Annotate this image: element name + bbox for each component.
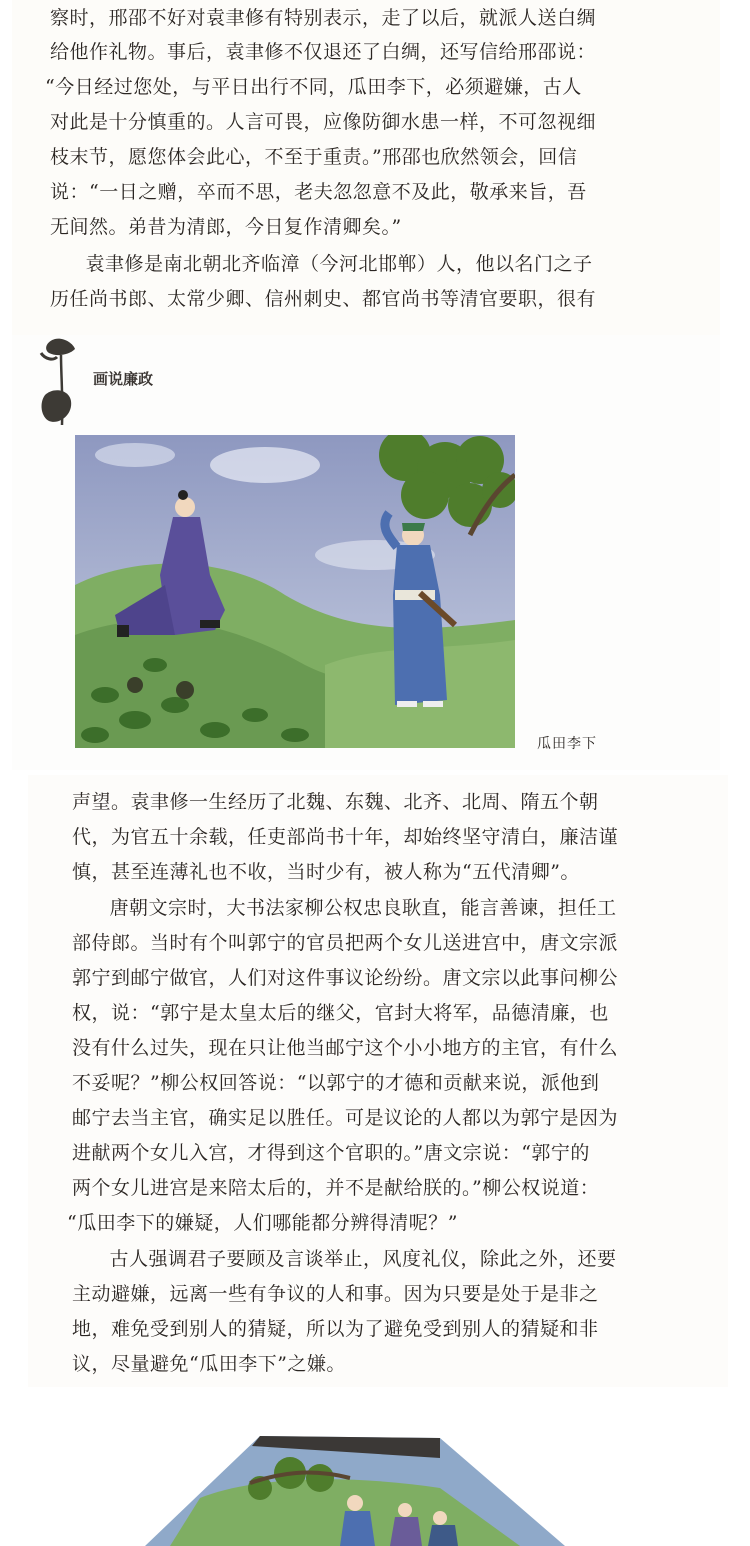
bottom-text-line: 邮宁去当主官，确实足以胜任。可是议论的人都以为郭宁是因为 bbox=[72, 1107, 619, 1129]
section-header: 画说廉政 bbox=[93, 370, 154, 388]
top-text-line: 历任尚书郎、太常少卿、信州刺史、都官尚书等清官要职，很有 bbox=[50, 288, 597, 310]
top-text-line: 对此是十分慎重的。人言可畏，应像防御水患一样，不可忽视细 bbox=[50, 111, 597, 133]
bottom-text-line: 代，为官五十余载，任吏部尚书十年，却始终坚守清白，廉洁谨 bbox=[72, 826, 619, 848]
bottom-text-line: 议，尽量避免“瓜田李下”之嫌。 bbox=[72, 1353, 346, 1375]
bottom-text-line: 没有什么过失，现在只让他当邮宁这个小小地方的主官，有什么 bbox=[72, 1037, 619, 1059]
bottom-text-line: 慎，甚至连薄礼也不收，当时少有，被人称为“五代清卿”。 bbox=[72, 861, 580, 883]
lotus-leaf-icon bbox=[35, 335, 85, 430]
illustration-melon-field bbox=[75, 435, 515, 748]
bottom-text-line: “瓜田李下的嫌疑，人们哪能都分辨得清呢？” bbox=[67, 1212, 458, 1234]
top-text-line: 说：“一日之赠，卒而不思，老夫忽忽意不及此，敬承来旨，吾 bbox=[50, 181, 587, 203]
bottom-text-line: 主动避嫌，远离一些有争议的人和事。因为只要是处于是非之 bbox=[72, 1283, 599, 1305]
bottom-text-line: 部侍郎。当时有个叫郭宁的官员把两个女儿送进宫中，唐文宗派 bbox=[72, 932, 619, 954]
top-text-line: 袁聿修是南北朝北齐临漳（今河北邯郸）人，他以名门之子 bbox=[66, 253, 593, 275]
top-text-line: 给他作礼物。事后，袁聿修不仅退还了白绸，还写信给邢邵说： bbox=[50, 41, 597, 63]
bottom-text-line: 地，难免受到别人的猜疑，所以为了避免受到别人的猜疑和非 bbox=[72, 1318, 599, 1340]
bottom-text-line: 古人强调君子要顾及言谈举止，风度礼仪，除此之外，还要 bbox=[90, 1248, 617, 1270]
top-text-line: 无间然。弟昔为清郎，今日复作清卿矣。” bbox=[50, 216, 402, 238]
bottom-text-line: 进献两个女儿入宫，才得到这个官职的。”唐文宗说：“郭宁的 bbox=[72, 1142, 590, 1164]
bottom-text-line: 权，说：“郭宁是太皇太后的继父，官封大将军，品德清廉，也 bbox=[72, 1002, 609, 1024]
bottom-text-line: 郭宁到邮宁做官，人们对这件事议论纷纷。唐文宗以此事问柳公 bbox=[72, 967, 619, 989]
bottom-text-line: 不妥呢？”柳公权回答说：“以郭宁的才德和贡献来说，派他到 bbox=[72, 1072, 600, 1094]
bottom-text-line: 唐朝文宗时，大书法家柳公权忠良耿直，能言善谏，担任工 bbox=[90, 897, 617, 919]
bottom-text-line: 声望。袁聿修一生经历了北魏、东魏、北齐、北周、隋五个朝 bbox=[72, 791, 599, 813]
partial-illustration-bottom bbox=[140, 1428, 570, 1546]
top-text-line: 察时，邢邵不好对袁聿修有特别表示，走了以后，就派人送白绸 bbox=[50, 7, 597, 29]
illustration-caption: 瓜田李下 bbox=[537, 736, 597, 752]
top-text-line: 枝末节，愿您体会此心，不至于重责。”邢邵也欣然领会，回信 bbox=[50, 146, 578, 168]
top-text-line: “今日经过您处，与平日出行不同，瓜田李下，必须避嫌，古人 bbox=[45, 76, 582, 98]
bottom-text-line: 两个女儿进宫是来陪太后的，并不是献给朕的。”柳公权说道： bbox=[72, 1177, 600, 1199]
